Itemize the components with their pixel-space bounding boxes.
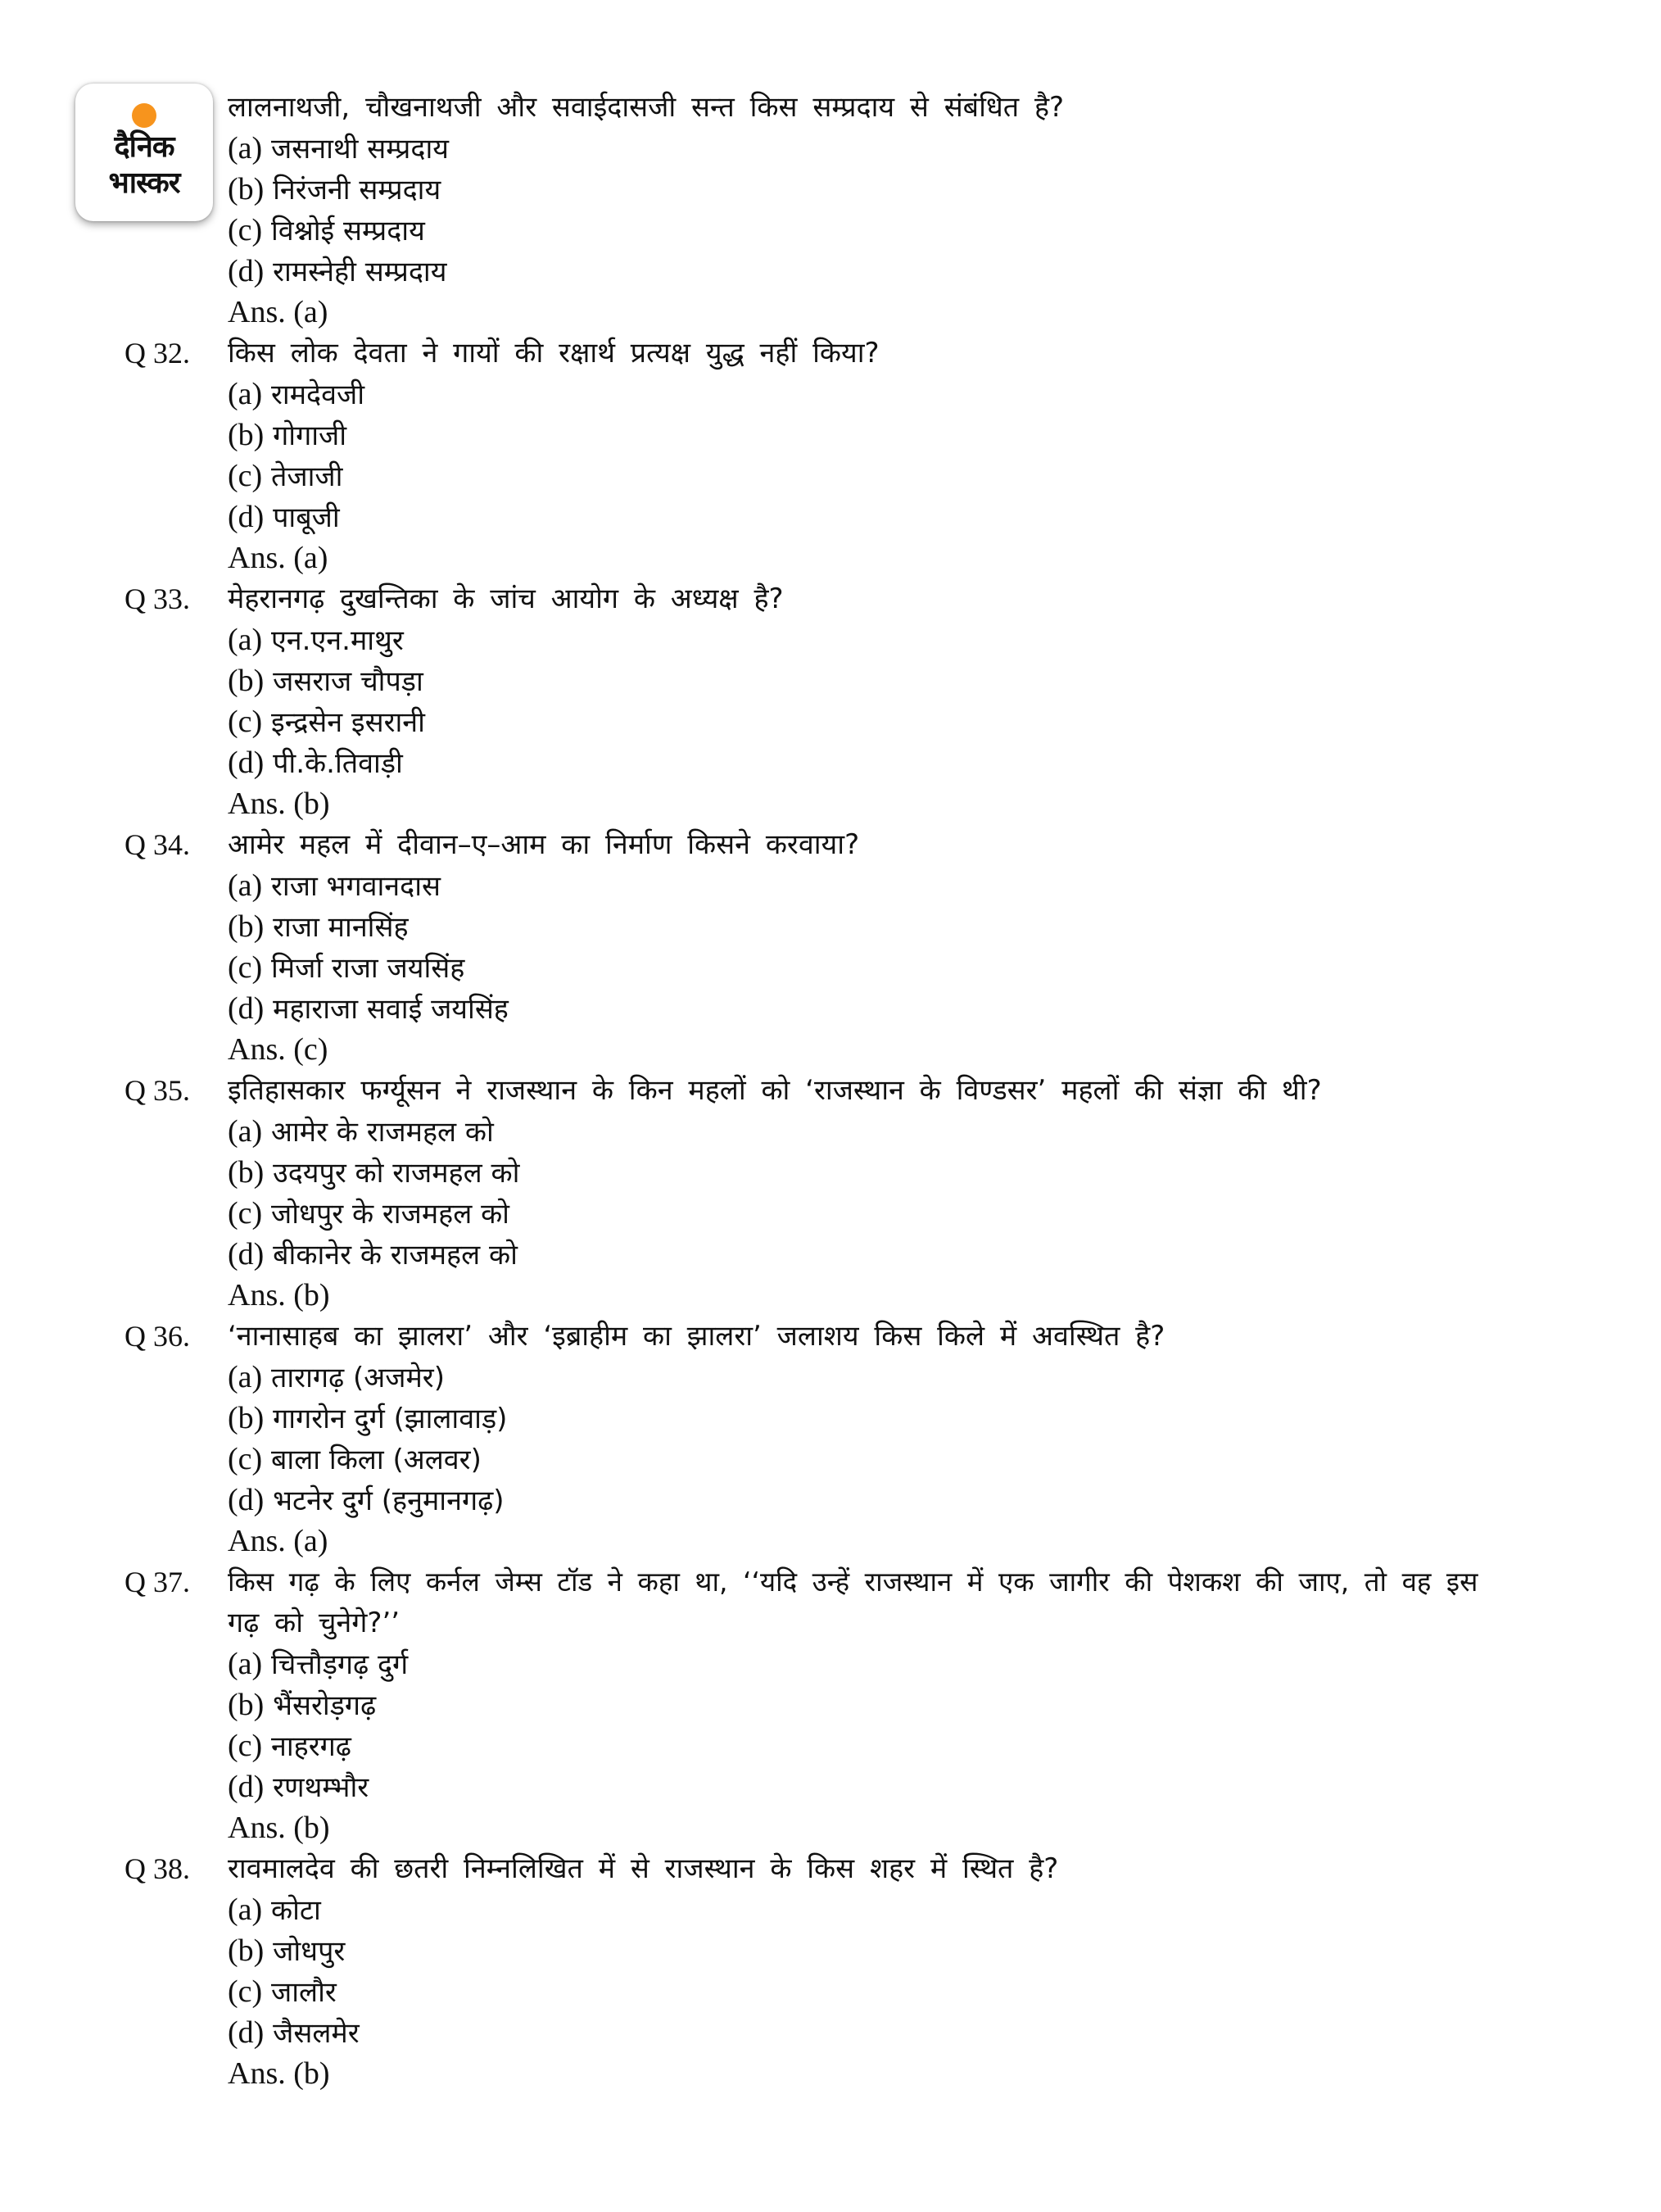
option-d: (d) पी.के.तिवाड़ी bbox=[228, 746, 403, 780]
option-c: (c) तेजाजी bbox=[228, 459, 343, 493]
answer: Ans. (a) bbox=[228, 541, 328, 575]
question-number: Q 34. bbox=[124, 828, 190, 861]
question-38-text: रावमालदेव की छतरी निम्नलिखित में से राजस्थान के किस शहर में स्थित है? bbox=[228, 1852, 1059, 1885]
option-b: (b) उदयपुर को राजमहल को bbox=[228, 1155, 520, 1190]
question-number: Q 32. bbox=[124, 337, 190, 369]
option-a: (a) एन.एन.माथुर bbox=[228, 623, 404, 657]
option-a: (a) तारागढ़ (अजमेर) bbox=[228, 1360, 445, 1394]
option-c: (c) विश्नोई सम्प्रदाय bbox=[228, 213, 425, 247]
option-a: (a) राजा भगवानदास bbox=[228, 868, 441, 903]
option-a: (a) आमेर के राजमहल को bbox=[228, 1114, 494, 1149]
option-d: (d) रामस्नेही सम्प्रदाय bbox=[228, 254, 447, 288]
answer: Ans. (b) bbox=[228, 1278, 330, 1312]
question-32-text: किस लोक देवता ने गायों की रक्षार्थ प्रत्यक्ष युद्ध नहीं किया? bbox=[228, 337, 880, 369]
question-36-text: ‘नानासाहब का झालरा’ और ‘इब्राहीम का झालरा’ जलाशय किस किले में अवस्थित है? bbox=[228, 1320, 1165, 1353]
logo-text-line2: भास्कर bbox=[108, 166, 180, 200]
option-a: (a) रामदेवजी bbox=[228, 377, 365, 411]
answer: Ans. (a) bbox=[228, 1524, 328, 1558]
option-a: (a) जसनाथी सम्प्रदाय bbox=[228, 131, 449, 165]
question-37-text-line2: गढ़ को चुनेगे?’’ bbox=[228, 1607, 401, 1639]
question-number: Q 35. bbox=[124, 1074, 190, 1107]
option-b: (b) जसराज चौपड़ा bbox=[228, 664, 423, 698]
option-c: (c) जालौर bbox=[228, 1974, 337, 2009]
logo-text-line1: दैनिक bbox=[114, 130, 174, 164]
question-33-text: मेहरानगढ़ दुखन्तिका के जांच आयोग के अध्यक्ष है? bbox=[228, 582, 784, 615]
option-b: (b) गोगाजी bbox=[228, 418, 347, 452]
option-a: (a) कोटा bbox=[228, 1892, 321, 1927]
answer: Ans. (b) bbox=[228, 786, 330, 821]
option-c: (c) नाहरगढ़ bbox=[228, 1729, 351, 1763]
sun-icon bbox=[132, 103, 156, 128]
option-c: (c) जोधपुर के राजमहल को bbox=[228, 1196, 509, 1231]
option-b: (b) भैंसरोड़गढ़ bbox=[228, 1688, 377, 1722]
option-c: (c) मिर्जा राजा जयसिंह bbox=[228, 950, 465, 985]
option-d: (d) बीकानेर के राजमहल को bbox=[228, 1237, 518, 1271]
option-c: (c) इन्द्रसेन इसरानी bbox=[228, 705, 425, 739]
option-d: (d) जैसलमेर bbox=[228, 2015, 360, 2050]
option-d: (d) महाराजा सवाई जयसिंह bbox=[228, 991, 509, 1026]
option-d: (d) पाबूजी bbox=[228, 500, 340, 534]
question-34-text: आमेर महल में दीवान–ए–आम का निर्माण किसने करवाया? bbox=[228, 828, 860, 861]
answer: Ans. (a) bbox=[228, 295, 328, 329]
question-number: Q 33. bbox=[124, 582, 190, 615]
question-number: Q 37. bbox=[124, 1566, 190, 1598]
option-d: (d) भटनेर दुर्ग (हनुमानगढ़) bbox=[228, 1483, 505, 1517]
answer: Ans. (c) bbox=[228, 1032, 328, 1067]
answer: Ans. (b) bbox=[228, 1811, 330, 1845]
dainik-bhaskar-logo bbox=[75, 84, 213, 221]
option-a: (a) चित्तौड़गढ़ दुर्ग bbox=[228, 1647, 409, 1681]
option-b: (b) राजा मानसिंह bbox=[228, 909, 409, 944]
question-31-text: लालनाथजी, चौखनाथजी और सवाईदासजी सन्त किस सम्प्रदाय से संबंधित है? bbox=[228, 91, 1065, 124]
option-d: (d) रणथम्भौर bbox=[228, 1770, 369, 1804]
option-b: (b) जोधपुर bbox=[228, 1933, 346, 1968]
option-b: (b) गागरोन दुर्ग (झालावाड़) bbox=[228, 1401, 508, 1435]
question-37-text-line1: किस गढ़ के लिए कर्नल जेम्स टॉड ने कहा था, ‘‘यदि उन्हें राजस्थान में एक जागीर की पेशकश की जाए, तो वह इस bbox=[228, 1566, 1478, 1598]
question-number: Q 38. bbox=[124, 1852, 190, 1885]
question-35-text: इतिहासकार फर्ग्यूसन ने राजस्थान के किन महलों को ‘राजस्थान के विण्डसर’ महलों की संज्ञा की थी? bbox=[228, 1074, 1322, 1107]
option-c: (c) बाला किला (अलवर) bbox=[228, 1442, 482, 1476]
answer: Ans. (b) bbox=[228, 2056, 330, 2091]
option-b: (b) निरंजनी सम्प्रदाय bbox=[228, 172, 441, 206]
question-number: Q 36. bbox=[124, 1320, 190, 1353]
